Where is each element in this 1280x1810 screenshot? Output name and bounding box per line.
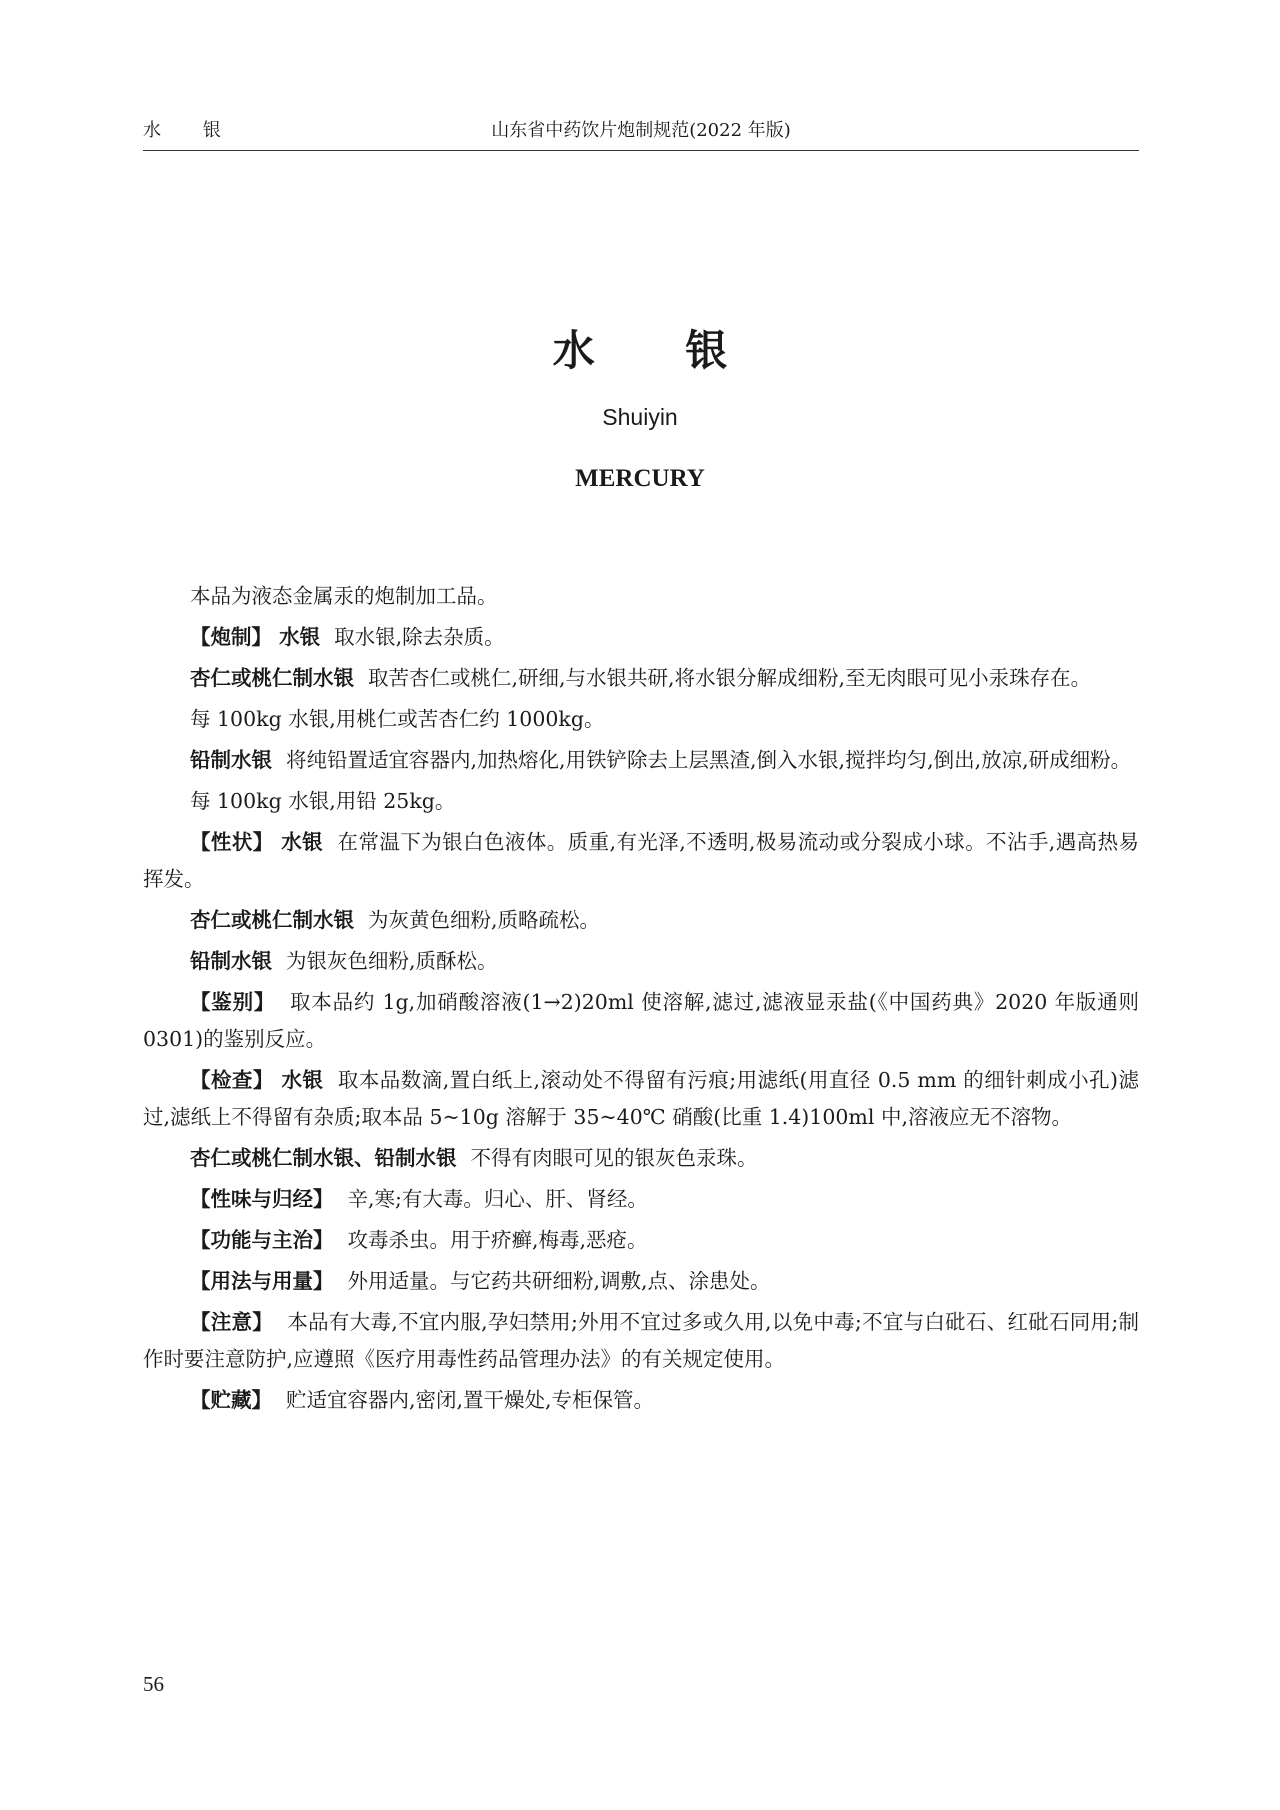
paragraph-heading: 【性状】 水银 [190, 830, 324, 854]
paragraph-heading: 【贮藏】 [190, 1388, 272, 1412]
paragraph [143, 1140, 1139, 1177]
paragraph [143, 578, 1139, 615]
paragraph [143, 943, 1139, 980]
paragraph-heading: 杏仁或桃仁制水银、铅制水银 [190, 1146, 457, 1170]
paragraph [143, 984, 1139, 1058]
paragraph [143, 824, 1139, 898]
header-divider [143, 150, 1139, 151]
paragraph [143, 701, 1139, 738]
entry-pinyin: Shuiyin [602, 404, 678, 430]
paragraph-heading: 【性味与归经】 [190, 1187, 334, 1211]
paragraph [143, 742, 1139, 779]
paragraph [143, 1181, 1139, 1218]
paragraph-text: 取水银,除去杂质。 [334, 625, 505, 649]
entry-body [143, 578, 1139, 1423]
paragraph-heading: 【炮制】 水银 [190, 625, 321, 649]
paragraph-heading: 【鉴别】 [190, 990, 276, 1014]
paragraph-text: 辛,寒;有大毒。归心、肝、肾经。 [347, 1187, 648, 1211]
paragraph-text: 外用适量。与它药共研细粉,调敷,点、涂患处。 [347, 1269, 771, 1293]
running-header-book-title: 山东省中药饮片炮制规范(2022 年版) [491, 120, 791, 141]
paragraph-text: 将纯铅置适宜容器内,加热熔化,用铁铲除去上层黑渣,倒入水银,搅拌均匀,倒出,放凉,研成细粉。 [286, 748, 1132, 772]
page-number: 56 [143, 1672, 164, 1696]
paragraph [143, 1222, 1139, 1259]
running-header-section: 水 银 [143, 120, 239, 141]
paragraph [143, 1263, 1139, 1300]
paragraph-heading: 【功能与主治】 [190, 1228, 334, 1252]
paragraph-text: 为灰黄色细粉,质略疏松。 [368, 908, 601, 932]
entry-latin-name: MERCURY [575, 465, 705, 492]
paragraph-text: 取本品数滴,置白纸上,滚动处不得留有污痕;用滤纸(用直径 0.5 mm 的细针刺成小孔)滤过,滤纸上不得留有杂质;取本品 5~10g 溶解于 35~40℃ 硝酸(比重 1.4)100ml 中,溶液应无不溶物。 [143, 1068, 1139, 1129]
paragraph-heading: 【检查】 水银 [190, 1068, 324, 1092]
paragraph [143, 1062, 1139, 1136]
paragraph [143, 783, 1139, 820]
paragraph-text: 攻毒杀虫。用于疥癣,梅毒,恶疮。 [347, 1228, 648, 1252]
paragraph [143, 1304, 1139, 1378]
paragraph-heading: 铅制水银 [190, 949, 272, 973]
paragraph-text: 不得有肉眼可见的银灰色汞珠。 [470, 1146, 758, 1170]
paragraph-text: 在常温下为银白色液体。质重,有光泽,不透明,极易流动或分裂成小球。不沾手,遇高热易挥发。 [143, 830, 1139, 891]
paragraph-text: 本品有大毒,不宜内服,孕妇禁用;外用不宜过多或久用,以免中毒;不宜与白砒石、红砒石同用;制作时要注意防护,应遵照《医疗用毒性药品管理办法》的有关规定使用。 [143, 1310, 1140, 1371]
paragraph-text: 本品为液态金属汞的炮制加工品。 [190, 584, 498, 608]
paragraph-heading: 铅制水银 [190, 748, 272, 772]
paragraph-heading: 杏仁或桃仁制水银 [190, 666, 354, 690]
paragraph-text: 每 100kg 水银,用铅 25kg。 [190, 789, 456, 813]
entry-title: 水 银 [552, 326, 766, 375]
paragraph-text: 为银灰色细粉,质酥松。 [286, 949, 498, 973]
paragraph [143, 619, 1139, 656]
paragraph-text: 取苦杏仁或桃仁,研细,与水银共研,将水银分解成细粉,至无肉眼可见小汞珠存在。 [368, 666, 1092, 690]
paragraph-heading: 杏仁或桃仁制水银 [190, 908, 354, 932]
paragraph [143, 660, 1139, 697]
paragraph-heading: 【注意】 [190, 1310, 274, 1334]
paragraph [143, 902, 1139, 939]
paragraph-text: 贮适宜容器内,密闭,置干燥处,专柜保管。 [286, 1388, 655, 1412]
paragraph [143, 1382, 1139, 1419]
paragraph-text: 每 100kg 水银,用桃仁或苦杏仁约 1000kg。 [190, 707, 605, 731]
paragraph-heading: 【用法与用量】 [190, 1269, 334, 1293]
paragraph-text: 取本品约 1g,加硝酸溶液(1→2)20ml 使溶解,滤过,滤液显汞盐(《中国药典》2020 年版通则 0301)的鉴别反应。 [143, 990, 1139, 1051]
running-header [143, 108, 1139, 148]
